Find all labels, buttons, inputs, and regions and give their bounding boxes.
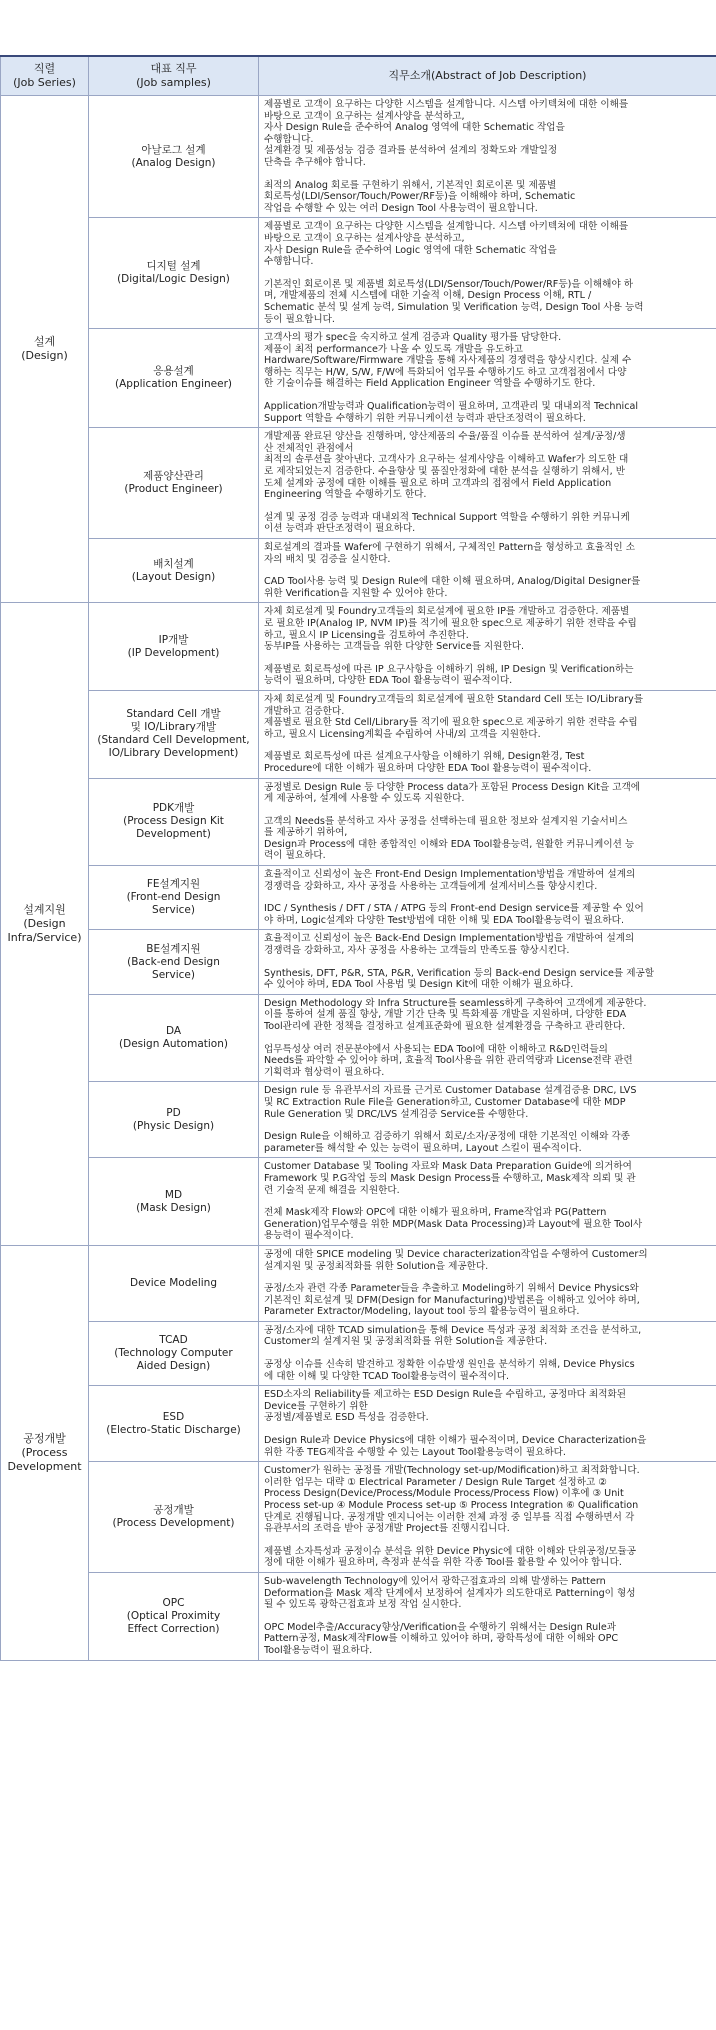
job-description-paragraph: 제품별로 회로특성에 따른 IP 요구사항을 이해하기 위해, IP Design 및 Verification하는 능력이 필요하며, 다양한 EDA Tool 활용능력이 필수적이다.: [264, 663, 634, 687]
job-sample-label: 배치설계 (Layout Design): [131, 557, 216, 583]
job-description-cell: [259, 1386, 716, 1462]
job-description-paragraph: 개발제품 완료된 양산을 진행하며, 양산제품의 수율/품질 이슈를 분석하여 설계/공정/생 산 전체적인 관점에서 최적의 솔루션을 찾아낸다. 고객사가 요구하는 설계사양을 이해하고 Wafer가 의도한 대 로 제작되었는지 검증한다. 수율향상 및 품질안정화에 대한 분석을 실행하기 위해서, 반 도체 설계와 공정에 대한 이해를 필요로 하며 고객과의 접점에서 Field Application Engineering 역할을 수행하기도 한다.: [264, 431, 629, 501]
job-description-paragraph: Customer Database 및 Tooling 자료와 Mask Data Preparation Guide에 의거하여 Framework 및 P.G작업 등의 Mask Design Process를 수행하고, Mask제작 의뢰 및 관 련 기술적 문제 해결을 지원한다.: [264, 1161, 636, 1196]
job-description-cell: [259, 778, 716, 866]
job-sample-cell: [89, 603, 259, 691]
header-job-samples: [89, 56, 259, 96]
job-description-paragraph: OPC Model추출/Accuracy향상/Verification을 수행하기 위해서는 Design Rule과 Pattern공정, Mask제작Flow를 이해하고 있어야 하며, 광학특성에 대한 이해와 OPC Tool활용능력이 필요하다.: [264, 1621, 619, 1656]
job-sample-cell: [89, 778, 259, 866]
table-row: [1, 690, 716, 778]
job-sample-cell: [89, 1158, 259, 1246]
job-description-paragraph: Design Methodology 와 Infra Structure를 seamless하게 구축하여 고객에게 제공한다. 이를 통하여 설계 품질 향상, 개발 기간 단축 및 특화제품 개발을 지원하며, 다양한 EDA Tool관리에 관한 정책을 결정하고 설계표준화에 필요한 설계환경을 구축하고 관리한다.: [264, 997, 647, 1032]
job-description-table-wrap: [0, 55, 716, 1661]
job-sample-cell: [89, 1462, 259, 1573]
table-row: [1, 218, 716, 329]
table-row: [1, 1158, 716, 1246]
job-sample-label: FE설계지원 (Front-end Design Service): [126, 878, 221, 917]
table-row: [1, 1321, 716, 1385]
job-description-paragraph: 제품별로 고객이 요구하는 다양한 시스템을 설계합니다. 시스템 아키텍쳐에 대한 이해를 바탕으로 고객이 요구하는 설계사양을 분석하고, 자사 Design Rule을 준수하여 Analog 영역에 대한 Schematic 작업을 수행합니다. 설계환경 및 제품성능 검증 결과를 분석하여 설계의 정확도와 개발일정 단축을 추구해야 합니다.: [264, 99, 629, 168]
job-description-cell: [259, 1082, 716, 1158]
header-job-description-label: 직무소개(Abstract of Job Description): [388, 69, 587, 82]
job-description-paragraph: ESD소자의 Reliability를 제고하는 ESD Design Rule을 수립하고, 공정마다 최적화된 Device를 구현하기 위한 공정별/제품별로 ESD 특성을 검증한다.: [264, 1389, 627, 1424]
job-description-paragraph: 효율적이고 신뢰성이 높은 Front-End Design Implementation방법을 개발하여 설계의 경쟁력을 강화하고, 자사 공정을 사용하는 고객들에게 설계서비스를 향상시킨다.: [264, 869, 636, 892]
header-job-series: [1, 56, 89, 96]
job-description-cell: [259, 1462, 716, 1573]
table-header-row: [1, 56, 716, 96]
job-sample-cell: [89, 329, 259, 428]
table-row: [1, 329, 716, 428]
job-series-cell: [1, 96, 89, 603]
job-description-cell: [259, 539, 716, 603]
job-description-paragraph: 자체 회로설계 및 Foundry고객들의 회로설계에 필요한 IP를 개발하고 검증한다. 제품별 로 필요한 IP(Analog IP, NVM IP)를 적기에 필요한 spec으로 제공하기 위한 전략을 수립 하고, 필요시 IP Licensing을 검토하여 추진한다. 동부IP를 사용하는 고객들을 위한 다양한 Service를 지원한다.: [264, 606, 637, 653]
job-description-paragraph: Synthesis, DFT, P&R, STA, P&R, Verification 등의 Back-end Design service를 제공할 수 있어야 하며, EDA Tool 사용법 및 Design Kit에 대한 이해가 필요하다.: [264, 967, 655, 991]
job-sample-cell: [89, 1321, 259, 1385]
job-description-paragraph: 공정상 이슈를 신속히 발견하고 정확한 이슈발생 원인을 분석하기 위해, Device Physics 에 대한 이해 및 다양한 TCAD Tool활용능력이 필수적이다.: [264, 1359, 635, 1382]
job-sample-cell: [89, 1386, 259, 1462]
job-description-paragraph: 공정/소자에 대한 TCAD simulation을 통해 Device 특성과 공정 최적화 조건을 분석하고, Customer의 설계지원 및 공정최적화를 위한 Solution을 제공한다.: [264, 1324, 642, 1348]
job-sample-cell: [89, 1572, 259, 1660]
table-row: [1, 96, 716, 218]
job-description-paragraph: 고객사의 평가 spec을 숙지하고 설계 검증과 Quality 평가를 담당한다. 제품이 최적 performance가 나올 수 있도록 개발을 유도하고 Hardware/Software/Firmware 개발을 통해 자사제품의 경쟁력을 향상시킨다. 실제 수 행하는 직무는 H/W, S/W, F/W에 특화되어 업무를 수행하기도 하고 고객접점에서 다양 한 기술이슈를 해결하는 Field Application Engineer 역할을 수행하기도 한다.: [264, 332, 632, 390]
job-description-cell: [259, 96, 716, 218]
job-description-cell: [259, 866, 716, 930]
job-description-cell: [259, 1572, 716, 1660]
table-row: [1, 930, 716, 994]
job-series-label: 공정개발 (Process Development: [7, 1431, 82, 1473]
job-sample-label: PD (Physic Design): [132, 1106, 215, 1132]
job-sample-cell: [89, 428, 259, 539]
job-description-paragraph: 고객의 Needs를 분석하고 자사 공정을 선택하는데 필요한 정보와 설계지원 기술서비스 를 제공하기 위하여, Design과 Process에 대한 종합적인 이해와 EDA Tool활용능력, 원활한 커뮤니케이션 능 력이 필요하다.: [264, 815, 635, 862]
table-row: [1, 778, 716, 866]
job-description-paragraph: 제품별로 고객이 요구하는 다양한 시스템을 설계합니다. 시스템 아키텍쳐에 대한 이해를 바탕으로 고객이 요구하는 설계사양을 분석하고, 자사 Design Rule을 준수하여 Logic 영역에 대한 Schematic 작업을 수행합니다.: [264, 221, 629, 268]
job-sample-cell: [89, 1245, 259, 1321]
job-description-table: [0, 55, 716, 1661]
job-description-paragraph: 설계 및 공정 검증 능력과 대내외적 Technical Support 역할을 수행하기 위한 커뮤니케 이션 능력과 판단조정력이 필요하다.: [264, 511, 630, 535]
job-series-label: 설계 (Design): [21, 335, 68, 363]
job-series-cell: [1, 603, 89, 1246]
job-sample-cell: [89, 539, 259, 603]
job-description-paragraph: 최적의 Analog 회로를 구현하기 위해서, 기본적인 회로이론 및 제품별 회로특성(LDI/Sensor/Touch/Power/RF등)을 이해해야 하며, Schematic 작업을 수행할 수 있는 여러 Design Tool 사용능력이 필요합니다.: [264, 179, 576, 214]
table-row: [1, 994, 716, 1082]
job-sample-label: TCAD (Technology Computer Aided Design): [114, 1334, 233, 1373]
table-row: [1, 1462, 716, 1573]
job-description-paragraph: 공정별로 Design Rule 등 다양한 Process data가 포함된 Process Design Kit을 고객에 게 제공하여, 설계에 사용할 수 있도록 지원한다.: [264, 781, 641, 805]
table-row: [1, 1082, 716, 1158]
job-description-cell: [259, 690, 716, 778]
job-sample-label: Standard Cell 개발 및 IO/Library개발 (Standard Cell Development, IO/Library Development): [97, 708, 250, 760]
job-description-cell: [259, 218, 716, 329]
table-row: [1, 866, 716, 930]
job-sample-label: Device Modeling: [129, 1276, 217, 1289]
job-description-paragraph: 회로설계의 결과를 Wafer에 구현하기 위해서, 구체적인 Pattern을 형성하고 효율적인 소 자의 배치 및 검증을 실시한다.: [264, 542, 636, 565]
table-row: [1, 603, 716, 691]
job-description-paragraph: 효율적이고 신뢰성이 높은 Back-End Design Implementation방법을 개발하여 설계의 경쟁력을 강화하고, 자사 공정을 사용하는 고객들의 만족도를 향상시킨다.: [264, 933, 635, 957]
job-description-paragraph: 공정/소자 관련 각종 Parameter들을 추출하고 Modeling하기 위해서 Device Physics와 기본적인 회로설계 및 DFM(Design for Manufacturing)방법론을 이해하고 있어야 하며, Parameter Extractor/Modeling, layout tool 등의 활용능력이 필요하다.: [264, 1283, 640, 1318]
table-row: [1, 1386, 716, 1462]
job-sample-label: 응용설계 (Application Engineer): [115, 365, 232, 391]
job-description-paragraph: Design Rule과 Device Physics에 대한 이해가 필수적이며, Device Characterization을 위한 각종 TEG제작을 수행할 수 있는 Layout Tool활용능력이 필요하다.: [264, 1435, 647, 1458]
job-description-paragraph: Design Rule을 이해하고 검증하기 위해서 회로/소자/공정에 대한 기본적인 이해와 각종 parameter를 해석할 수 있는 능력이 필요하며, Layout 스킬이 필수적이다.: [264, 1131, 630, 1154]
table-body: [1, 96, 716, 1661]
job-sample-label: PDK개발 (Process Design Kit Development): [123, 802, 224, 841]
job-description-cell: [259, 428, 716, 539]
table-row: [1, 1572, 716, 1660]
job-sample-label: DA (Design Automation): [119, 1025, 228, 1051]
job-description-paragraph: 자체 회로설계 및 Foundry고객들의 회로설계에 필요한 Standard Cell 또는 IO/Library를 개발하고 검증한다. 제품별로 필요한 Std Cell/Library를 적기에 필요한 spec으로 제공하기 위한 전략을 수립 하고, 필요시 Licensing계획을 수립하여 사내/외 고객을 지원한다.: [264, 693, 643, 740]
job-sample-label: 디지털 설계 (Digital/Logic Design): [117, 260, 230, 286]
job-description-paragraph: Design rule 등 유관부서의 자료를 근거로 Customer Database 설계검증용 DRC, LVS 및 RC Extraction Rule File을 Generation하고, Customer Database에 대한 MDP Rule Generation 및 DRC/LVS 설계검증 Service를 수행한다.: [264, 1085, 637, 1120]
table-row: [1, 1245, 716, 1321]
job-description-cell: [259, 1321, 716, 1385]
header-job-samples-label: 대표 직무 (Job samples): [136, 62, 211, 89]
table-row: [1, 428, 716, 539]
job-sample-label: 제품양산관리 (Product Engineer): [124, 470, 223, 496]
job-sample-cell: [89, 218, 259, 329]
job-sample-label: BE설계지원 (Back-end Design Service): [127, 942, 220, 981]
job-description-cell: [259, 603, 716, 691]
job-description-paragraph: 제품별 소자특성과 공정이슈 분석을 위한 Device Physic에 대한 이해와 단위공정/모듈공 정에 대한 이해가 필요하며, 측정과 분석을 위한 각종 Tool를 활용할 수 있어야 합니다.: [264, 1545, 636, 1569]
job-description-paragraph: 기본적인 회로이론 및 제품별 회로특성(LDI/Sensor/Touch/Power/RF등)을 이해해야 하 며, 개발제품의 전체 시스템에 대한 기술적 이해, Design Process 이해, RTL / Schematic 분석 및 설계 능력, Simulation 및 Verification 능력, Design Tool 사용 능력 등이 필요합니다.: [264, 278, 644, 325]
table-row: [1, 539, 716, 603]
job-description-paragraph: 제품별로 회로특성에 따른 설계요구사항을 이해하기 위해, Design환경, Test Procedure에 대한 이해가 필요하며 다양한 EDA Tool 활용능력이 필수적이다.: [264, 751, 592, 774]
job-sample-cell: [89, 96, 259, 218]
job-description-paragraph: IDC / Synthesis / DFT / STA / ATPG 등의 Front-end Design service를 제공할 수 있어 야 하며, Logic설계와 다양한 Test방법에 대한 이해 및 EDA Tool활용능력이 필요하다.: [264, 903, 644, 926]
job-description-cell: [259, 329, 716, 428]
job-description-paragraph: 전체 Mask제작 Flow와 OPC에 대한 이해가 필요하며, Frame작업과 PG(Pattern Generation)업무수행을 위한 MDP(Mask Data Processing)과 Layout에 필요한 Tool사 용능력이 필수적이다.: [264, 1207, 643, 1242]
job-sample-label: ESD (Electro-Static Discharge): [106, 1410, 241, 1436]
job-description-paragraph: CAD Tool사용 능력 및 Design Rule에 대한 이해 필요하며, Analog/Digital Designer를 위한 Verification을 지원할 수 있어야 한다.: [264, 576, 641, 599]
job-sample-cell: [89, 690, 259, 778]
job-description-cell: [259, 930, 716, 994]
job-description-cell: [259, 994, 716, 1082]
job-description-paragraph: 공정에 대한 SPICE modeling 및 Device characterization작업을 수행하여 Customer의 설계지원 및 공정최적화를 위한 Solution을 제공한다.: [264, 1248, 648, 1272]
job-series-cell: [1, 1245, 89, 1660]
job-sample-cell: [89, 994, 259, 1082]
job-series-label: 설계지원 (Design Infra/Service): [7, 903, 82, 945]
job-description-paragraph: Sub-wavelength Technology에 있어서 광학근접효과의 의해 발생하는 Pattern Deformation을 Mask 제작 단계에서 보정하여 설계자가 의도한대로 Patterning이 형성 될 수 있도록 광학근접효과 보정 작업 실시한다.: [264, 1575, 636, 1611]
job-sample-label: OPC (Optical Proximity Effect Correction): [126, 1596, 221, 1635]
job-description-paragraph: Application개발능력과 Qualification능력이 필요하며, 고객관리 및 대내외적 Technical Support 역할을 수행하기 위한 커뮤니케이션 능력과 판단조정력이 필요하다.: [264, 401, 639, 424]
job-sample-cell: [89, 1082, 259, 1158]
job-description-paragraph: Customer가 원하는 공정를 개발(Technology set-up/Modification)하고 최적화합니다. 이러한 업무는 대략 ① Electrical Parameter / Design Rule Target 설정하고 ② Process Design(Device/Process/Module Process/Process Flow) 이후에 ③ Unit Process set-up ④ Module Process set-up ⑤ Process Integration ⑥ Qualification 단계로 진행됩니다. 공정개발 엔지니어는 이러한 전체 과정 중 일부를 직접 수행하면서 각 유관부서의 조력을 받아 공정개발 Project를 진행시킵니다.: [264, 1465, 640, 1535]
header-job-series-label: 직렬 (Job Series): [13, 62, 76, 89]
job-sample-label: MD (Mask Design): [136, 1188, 211, 1214]
header-job-description: [259, 56, 716, 96]
job-description-cell: [259, 1245, 716, 1321]
job-description-paragraph: 업무특성상 여러 전문분야에서 사용되는 EDA Tool에 대한 이해하고 R&D인력들의 Needs를 파악할 수 있어야 하며, 효율적 Tool사용을 위한 관리역량과 License전략 관련 기획력과 협상력이 필요하다.: [264, 1043, 633, 1078]
job-sample-label: 공정개발 (Process Development): [112, 1504, 235, 1530]
job-description-cell: [259, 1158, 716, 1246]
job-sample-cell: [89, 930, 259, 994]
job-sample-label: 아날로그 설계 (Analog Design): [131, 143, 216, 169]
job-sample-label: IP개발 (IP Development): [127, 633, 220, 659]
job-sample-cell: [89, 866, 259, 930]
